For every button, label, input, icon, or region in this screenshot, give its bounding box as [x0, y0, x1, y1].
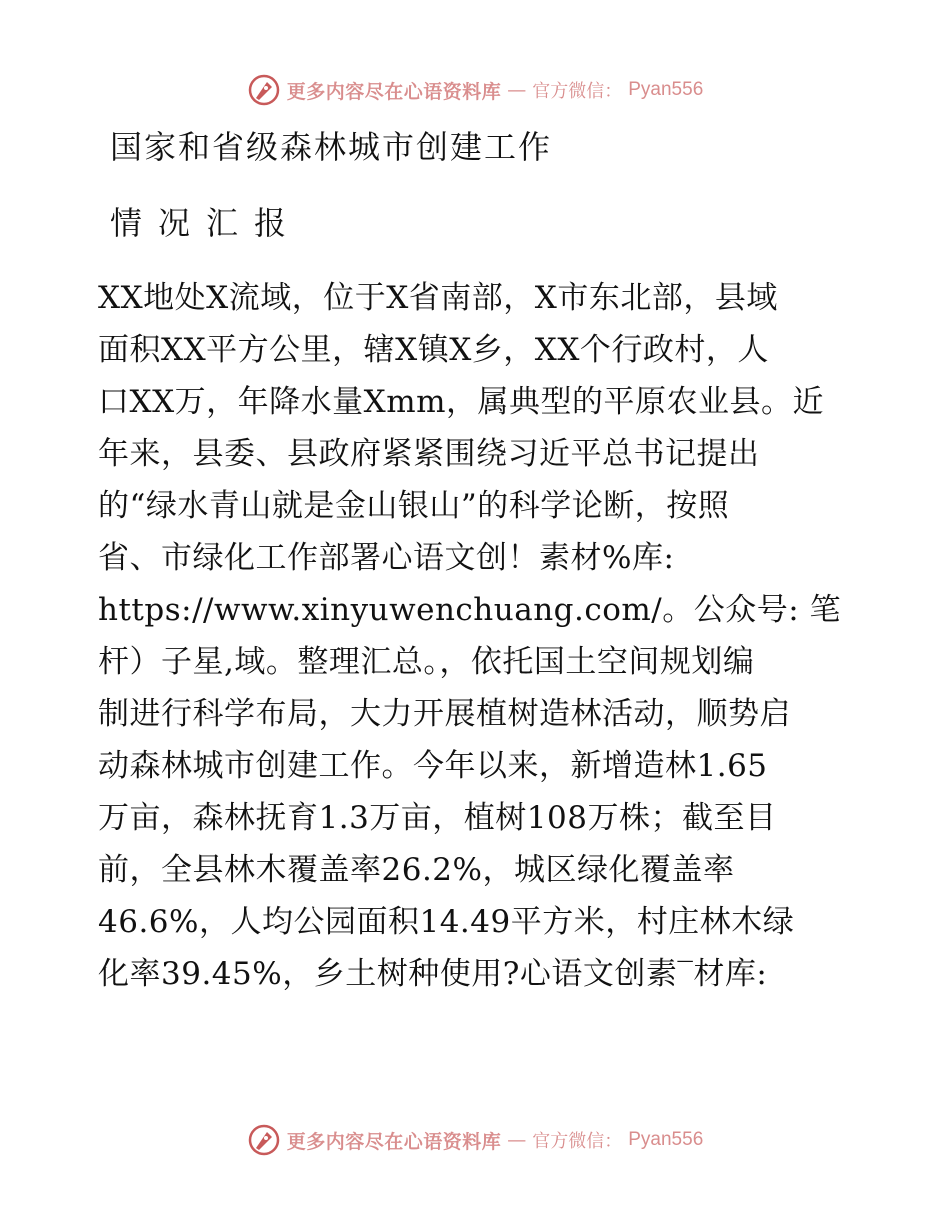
document-subtitle: 情况汇报 — [110, 204, 303, 242]
banner-wechat-id: Pyan556 — [628, 1129, 704, 1150]
body-line: 杆）子星,域。整理汇总。，依托国土空间规划编 — [98, 644, 755, 680]
banner-wechat-id: Pyan556 — [628, 79, 704, 100]
body-line: 口XX万，年降水量Xmm，属典型的平原农业县。近 — [98, 384, 824, 420]
body-line: XX地处X流域，位于X省南部，X市东北部，县域 — [98, 280, 778, 316]
body-line: 的“绿水青山就是金山银山”的科学论断，按照 — [98, 488, 730, 524]
banner-dash: — — [507, 1129, 527, 1151]
body-line: 面积XX平方公里，辖X镇X乡，XX个行政村，人 — [98, 332, 769, 368]
banner-official-label: 官方微信： — [532, 1131, 623, 1152]
body-line: 前，全县林木覆盖率26.2%，城区绿化覆盖率 — [98, 852, 735, 888]
pen-nib-circle-icon — [247, 73, 281, 107]
document-title: 国家和省级森林城市创建工作 — [110, 128, 553, 166]
body-line: 化率39.45%，乡土树种使用?心语文创素‾材库: — [98, 956, 768, 992]
header-banner — [0, 70, 950, 110]
body-line: https://www.xinyuwenchuang.com/。公众号: 笔 — [98, 592, 842, 628]
body-line: 省、市绿化工作部署心语文创！素材%库: — [98, 540, 675, 576]
pen-nib-circle-icon — [247, 1123, 281, 1157]
banner-dash: — — [507, 79, 527, 101]
banner-official-label: 官方微信： — [532, 81, 623, 102]
banner-slogan: 更多内容尽在心语资料库 — [286, 80, 502, 103]
document-body — [98, 272, 858, 1000]
body-line: 46.6%，人均公园面积14.49平方米，村庄林木绿 — [98, 904, 795, 940]
body-line: 年来，县委、县政府紧紧围绕习近平总书记提出 — [98, 436, 760, 472]
body-line: 万亩，森林抚育1.3万亩，植树108万株；截至目 — [98, 800, 777, 836]
body-line: 动森林城市创建工作。今年以来，新增造林1.65 — [98, 748, 768, 784]
footer-banner — [0, 1120, 950, 1160]
banner-slogan: 更多内容尽在心语资料库 — [286, 1130, 502, 1153]
body-line: 制进行科学布局，大力开展植树造林活动，顺势启 — [98, 696, 791, 732]
